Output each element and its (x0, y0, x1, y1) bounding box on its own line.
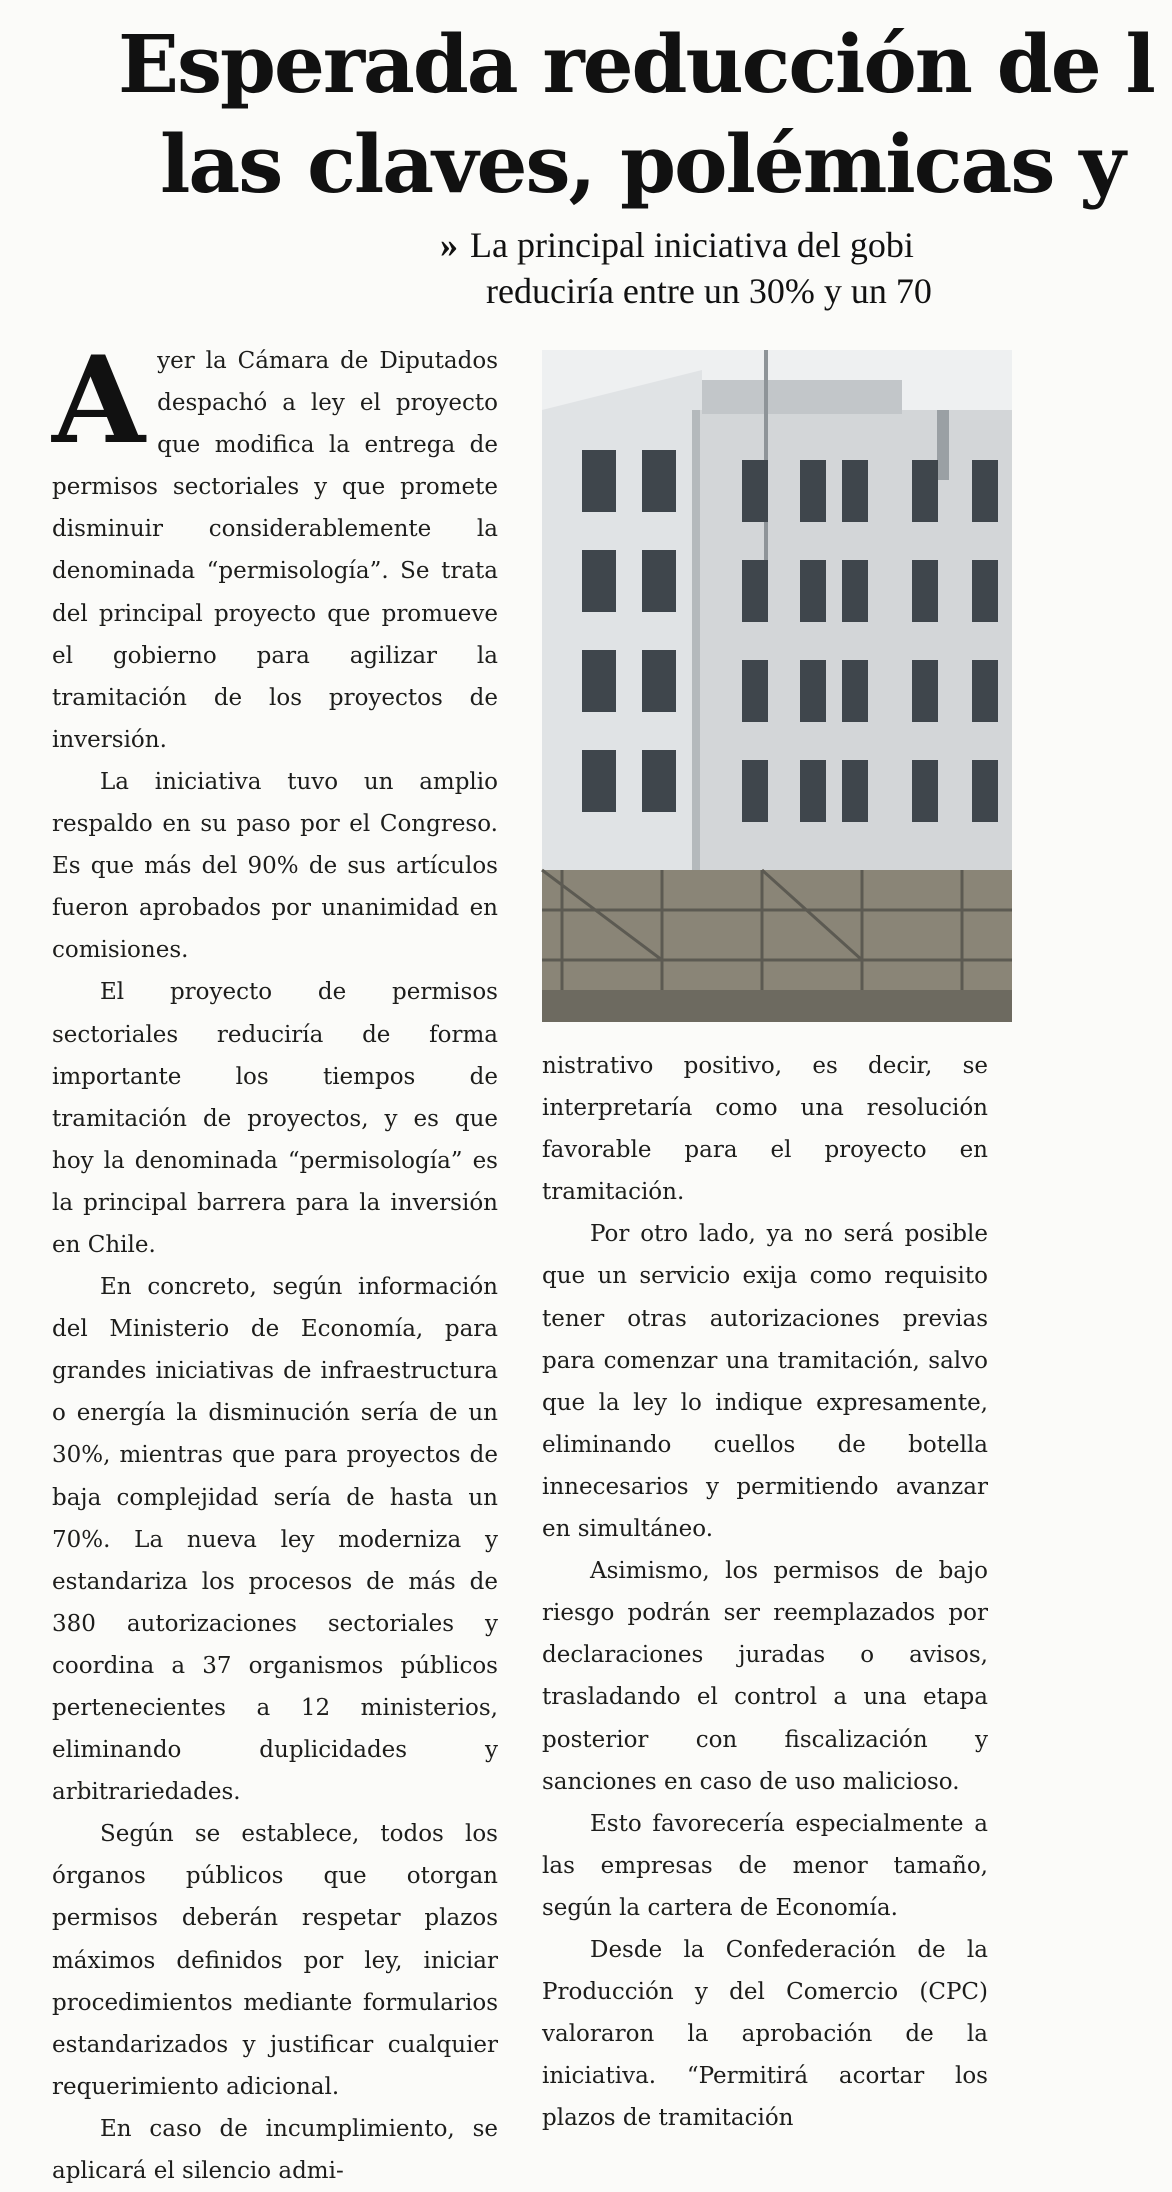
window-mark (912, 460, 938, 522)
window-mark (582, 650, 616, 712)
window-mark (842, 560, 868, 622)
window-mark (742, 460, 768, 522)
article-column-right (542, 1045, 988, 2139)
window-mark (842, 760, 868, 822)
headline-line-2: las claves, polémicas y (160, 117, 1124, 211)
deck-line-1 (440, 224, 914, 267)
window-mark (800, 460, 826, 522)
window-mark (800, 560, 826, 622)
window-mark (912, 760, 938, 822)
window-mark (912, 560, 938, 622)
paragraph: Desde la Confederación de la Producción y del Comercio (CPC) valoraron la aprobación de la iniciativa. “Permitirá acortar los plazos de tramitación (542, 1936, 988, 2132)
window-mark (642, 750, 676, 812)
paragraph: En concreto, según información del Ministerio de Economía, para grandes iniciativas de infraestructura o energía la disminución sería de un 30%, mientras que para proyectos de baja complejidad sería de hasta un 70%. La nueva ley moderniza y estandariza los procesos de más de 380 autorizaciones sectoriales y coordina a 37 organismos públicos pertenecientes a 12 ministerios, eliminando duplicidades y arbitrariedades. (52, 1274, 498, 1806)
window-mark (582, 750, 616, 812)
article-column-left (52, 330, 498, 2192)
paragraph: Según se establece, todos los órganos públicos que otorgan permisos deberán respetar plazos máximos definidos por ley, iniciar procedimientos mediante formularios estandarizados y justificar cualquier requerimiento adicional. (52, 1821, 498, 2100)
deck-line-1-text: La principal iniciativa del gobi (470, 225, 914, 265)
paragraph: nistrativo positivo, es decir, se interpretaría como una resolución favorable para el proyecto en tramitación. (542, 1053, 988, 1206)
deck-line-2: reduciría entre un 30% y un 70 (486, 271, 932, 311)
window-mark (972, 560, 998, 622)
paragraph: Esto favorecería especialmente a las empresas de menor tamaño, según la cartera de Economía. (542, 1810, 988, 1921)
window-mark (972, 760, 998, 822)
paragraph: Por otro lado, ya no será posible que un servicio exija como requisito tener otras autorizaciones previas para comenzar una tramitación, salvo que la ley lo indique expresamente, eliminando cuellos de botella innecesarios y permitiendo avanzar en simultáneo. (542, 1221, 988, 1543)
building-photo (542, 350, 1012, 1022)
window-mark (642, 450, 676, 512)
window-mark (842, 460, 868, 522)
double-chevron-right-icon: » (440, 225, 458, 265)
paragraph: El proyecto de permisos sectoriales reduciría de forma importante los tiempos de tramitación de proyectos, y es que hoy la denominada “permisología” es la principal barrera para la inversión en Chile. (52, 979, 498, 1258)
window-mark (642, 650, 676, 712)
window-mark (582, 450, 616, 512)
article-photo (542, 350, 1012, 1022)
paragraph-text: yer la Cámara de Diputados despachó a ley el proyecto que modifica la entrega de permisos sectoriales y que promete disminuir considerablemente la denominada “permisología”. Se trata del principal proyecto que promueve el gobierno para agilizar la tramitación de los proyectos de inversión. (52, 348, 498, 753)
window-mark (800, 660, 826, 722)
window-mark (912, 660, 938, 722)
window-mark (972, 460, 998, 522)
window-mark (642, 550, 676, 612)
paragraph: Asimismo, los permisos de bajo riesgo podrán ser reemplazados por declaraciones juradas o avisos, trasladando el control a una etapa posterior con fiscalización y sanciones en caso de uso malicioso. (542, 1558, 988, 1795)
window-mark (842, 660, 868, 722)
paragraph: En caso de incumplimiento, se aplicará el silencio admi- (52, 2115, 498, 2185)
paragraph (52, 330, 498, 761)
window-mark (742, 760, 768, 822)
window-mark (742, 560, 768, 622)
window-mark (582, 550, 616, 612)
window-mark (800, 760, 826, 822)
window-mark (972, 660, 998, 722)
window-mark (742, 660, 768, 722)
paragraph: La iniciativa tuvo un amplio respaldo en su paso por el Congreso. Es que más del 90% de sus artículos fueron aprobados por unanimidad en comisiones. (52, 768, 498, 964)
drop-cap: A (52, 330, 146, 471)
headline-line-1: Esperada reducción de l (118, 17, 1154, 111)
